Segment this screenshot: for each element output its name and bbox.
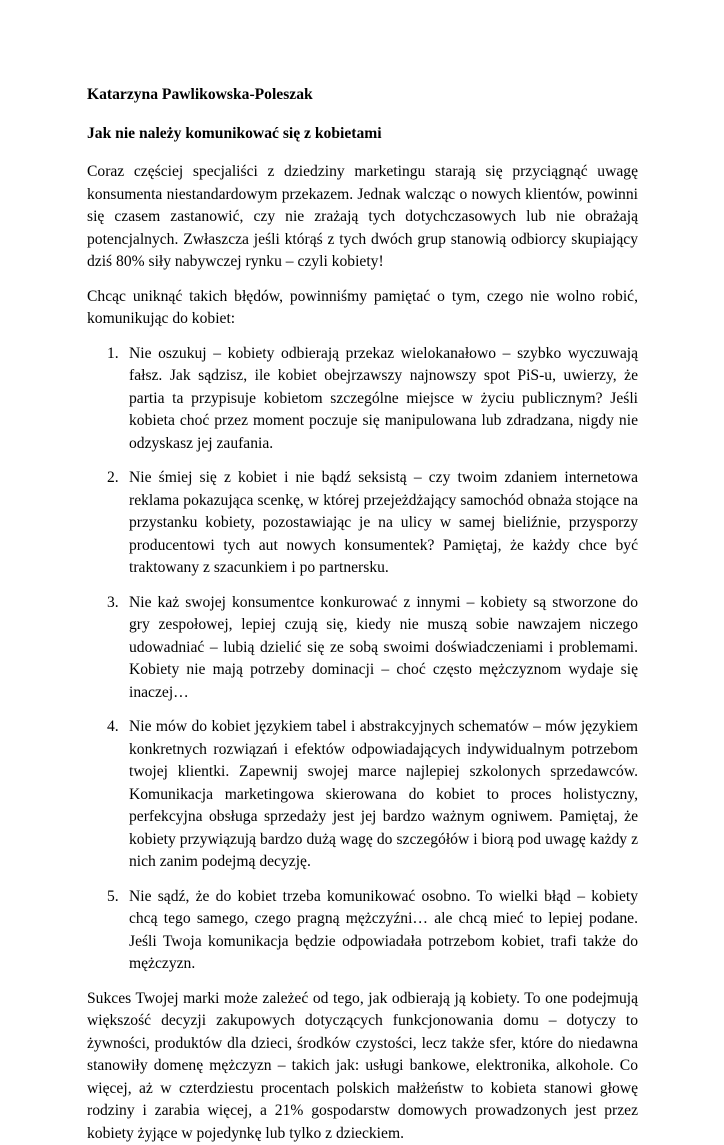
list-item — [87, 467, 638, 580]
intro-paragraph: Coraz częściej specjaliści z dziedziny marketingu starają się przyciągnąć uwagę konsumenta niestandardowym przekazem. Jednak walcząc o nowych klientów, powinni się czasem zastanowić, czy nie zrażają tych dotychczasowych lub nie obrażają potencjalnych. Zwłaszcza jeśli którąś z tych dwóch grup stanowią odbiorcy skupiający dziś 80% siły nabywczej rynku – czyli kobiety! — [87, 161, 638, 274]
list-item-text: Nie mów do kobiet językiem tabel i abstrakcyjnych schematów – mów językiem konkretnych rozwiązań i efektów odpowiadających indywidualnym potrzebom twojej klientki. Zapewnij swojej marce najlepiej szkolonych sprzedawców. Komunikacja marketingowa skierowana do kobiet to proces holistyczny, perfekcyjna obsługa sprzedaży jest jej bardzo ważnym ogniwem. Pamiętaj, że kobiety przywiązują bardzo dużą wagę do szczegółów i biorą pod uwagę każdy z nich zanim podejmą decyzję. — [129, 718, 638, 870]
lead-paragraph: Chcąc uniknąć takich błędów, powinniśmy pamiętać o tym, czego nie wolno robić, komunikując do kobiet: — [87, 286, 638, 331]
mistakes-list — [87, 343, 638, 976]
list-item-number: 4. — [107, 716, 119, 739]
list-item-text: Nie śmiej się z kobiet i nie bądź seksistą – czy twoim zdaniem internetowa reklama pokazująca scenkę, w której przejeżdżający samochód obnaża stojące na przystanku kobiety, pozostawiając je na ulicy w samej bieliźnie, przysporzy producentowi tych aut nowych konsumentek? Pamiętaj, że każdy chce być traktowany z szacunkiem i po partnersku. — [129, 469, 638, 576]
list-item-number: 3. — [107, 592, 119, 615]
list-item — [87, 343, 638, 456]
list-item-number: 2. — [107, 467, 119, 490]
list-item-text: Nie sądź, że do kobiet trzeba komunikować osobno. To wielki błąd – kobiety chcą tego samego, czego pragną mężczyźni… ale chcą mieć to lepiej podane. Jeśli Twoja komunikacja będzie odpowiadała potrzebom kobiet, trafi także do mężczyzn. — [129, 888, 638, 973]
article-title: Jak nie należy komunikować się z kobietami — [87, 123, 638, 146]
list-item — [87, 592, 638, 705]
closing-paragraph: Sukces Twojej marki może zależeć od tego, jak odbierają ją kobiety. To one podejmują większość decyzji zakupowych dotyczących funkcjonowania domu – dotyczy to żywności, produktów dla dzieci, środków czystości, lecz także sfer, które do niedawna stanowiły domenę mężczyzn – takich jak: usługi bankowe, elektronika, alkohole. Co więcej, aż w czterdziestu procentach polskich małżeństw to kobieta stanowi głowę rodziny i zarabia więcej, a 21% gospodarstw domowych prowadzonych jest przez kobiety żyjące w pojedynkę lub tylko z dzieckiem. — [87, 988, 638, 1145]
list-item — [87, 716, 638, 874]
list-item-number: 1. — [107, 343, 119, 366]
author-name: Katarzyna Pawlikowska-Poleszak — [87, 84, 638, 107]
list-item-number: 5. — [107, 886, 119, 909]
list-item — [87, 886, 638, 976]
list-item-text: Nie każ swojej konsumentce konkurować z innymi – kobiety są stworzone do gry zespołowej, lepiej czują się, kiedy nie muszą sobie nawzajem niczego udowadniać – lubią dzielić się ze sobą swoimi doświadczeniami i problemami. Kobiety nie mają potrzeby dominacji – choć często mężczyznom wydaje się inaczej… — [129, 594, 638, 701]
list-item-text: Nie oszukuj – kobiety odbierają przekaz wielokanałowo – szybko wyczuwają fałsz. Jak sądzisz, ile kobiet obejrzawszy najnowszy spot PiS-u, uwierzy, że partia ta przypisuje kobietom szczególne miejsce w życiu publicznym? Jeśli kobieta choć przez moment poczuje się manipulowana lub zdradzana, nigdy nie odzyskasz jej zaufania. — [129, 345, 638, 452]
